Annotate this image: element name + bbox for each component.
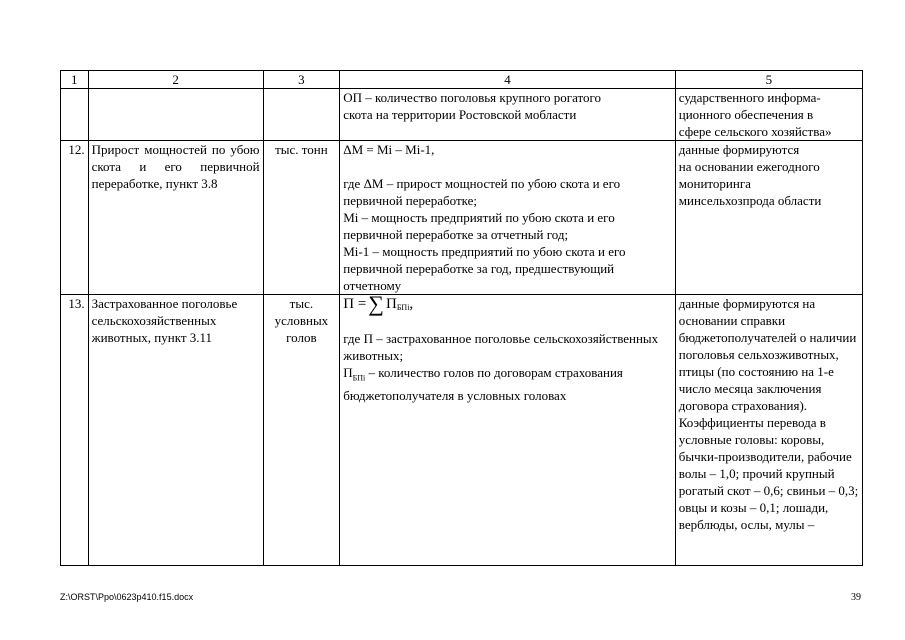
method-line: скота на территории Ростовской мобласти [343, 107, 577, 122]
indicators-table [60, 70, 863, 566]
header-col-3: 3 [263, 71, 340, 89]
formula-subscript: БПi [396, 303, 410, 312]
method-desc: где П – застрахованное поголовье сельскохозяйственных животных; [343, 331, 659, 363]
file-path: Z:\ORST\Ppo\0623p410.f15.docx [60, 592, 194, 602]
source-line: сфере сельского хозяйства» [678, 124, 832, 139]
formula: ΔМ = Мi – Мi-1, [343, 142, 435, 157]
source-cell [675, 141, 862, 295]
name-cell [88, 89, 263, 141]
method-desc: Мi-1 – мощность предприятий по убою скота и его первичной переработке за год, предшествующий отчетному [343, 244, 626, 293]
row-number-cell: 12. [61, 141, 89, 295]
method-desc: где ΔМ – прирост мощностей по убою скота и его первичной переработке; [343, 176, 621, 208]
header-col-5: 5 [675, 71, 862, 89]
table-header-row [61, 71, 863, 89]
header-col-1: 1 [61, 71, 89, 89]
method-line: ОП – количество поголовья крупного рогатого [343, 90, 602, 105]
source-line: на основании ежегодного [678, 159, 820, 174]
unit-cell: тыс. тонн [263, 141, 340, 295]
method-desc [343, 364, 672, 404]
formula-lhs: П = [343, 296, 367, 312]
method-desc: Мi – мощность предприятий по убою скота и его первичной переработке за отчетный год; [343, 210, 615, 242]
table-row-continuation [61, 89, 863, 141]
desc-text: – количество голов по договорам страхования бюджетополучателя в условных головах [343, 365, 623, 403]
formula-term: П [385, 296, 397, 312]
spacer [343, 313, 672, 330]
unit-cell [263, 89, 340, 141]
method-cell [340, 141, 676, 295]
sum-symbol: ∑ [368, 291, 384, 316]
name-cell: Прирост мощностей по убою скота и его первичной переработке, пункт 3.8 [88, 141, 263, 295]
header-col-2: 2 [88, 71, 263, 89]
header-col-4: 4 [340, 71, 676, 89]
source-line: сударственного информа- [678, 90, 821, 105]
spacer [343, 158, 672, 175]
name-cell: Застрахованное поголовье сельскохозяйственных животных, пункт 3.11 [88, 295, 263, 566]
source-line: минсельхозпрода области [678, 193, 822, 208]
unit-cell: тыс. условных голов [263, 295, 340, 566]
source-line: мониторинга [678, 176, 751, 191]
source-line: данные формируются [678, 142, 800, 157]
desc-subscript: БПi [352, 373, 366, 383]
formula [343, 291, 414, 316]
page-number: 39 [851, 592, 861, 603]
method-cell [340, 89, 676, 141]
table-row-13 [61, 295, 863, 566]
method-cell [340, 291, 676, 566]
source-cell: данные формируются на основании справки бюджетополучателей о наличии поголовья сельхозживотных, птицы (по состоянию на 1-е число месяца заключения договора страхования). Коэффициенты перевода в условные головы: коровы, бычки-производители, рабочие волы – 1,0; прочий крупный рогатый скот – 0,6; свиньи – 0,3; овцы и козы – 0,1; лошади, верблюды, ослы, мулы – [675, 295, 862, 566]
desc-var: П [343, 365, 353, 380]
row-number-cell: 13. [61, 295, 89, 566]
table-row-12 [61, 141, 863, 295]
formula-end: , [409, 296, 414, 312]
row-number-cell [61, 89, 89, 141]
source-cell [675, 89, 862, 141]
source-line: ционного обеспечения в [678, 107, 814, 122]
